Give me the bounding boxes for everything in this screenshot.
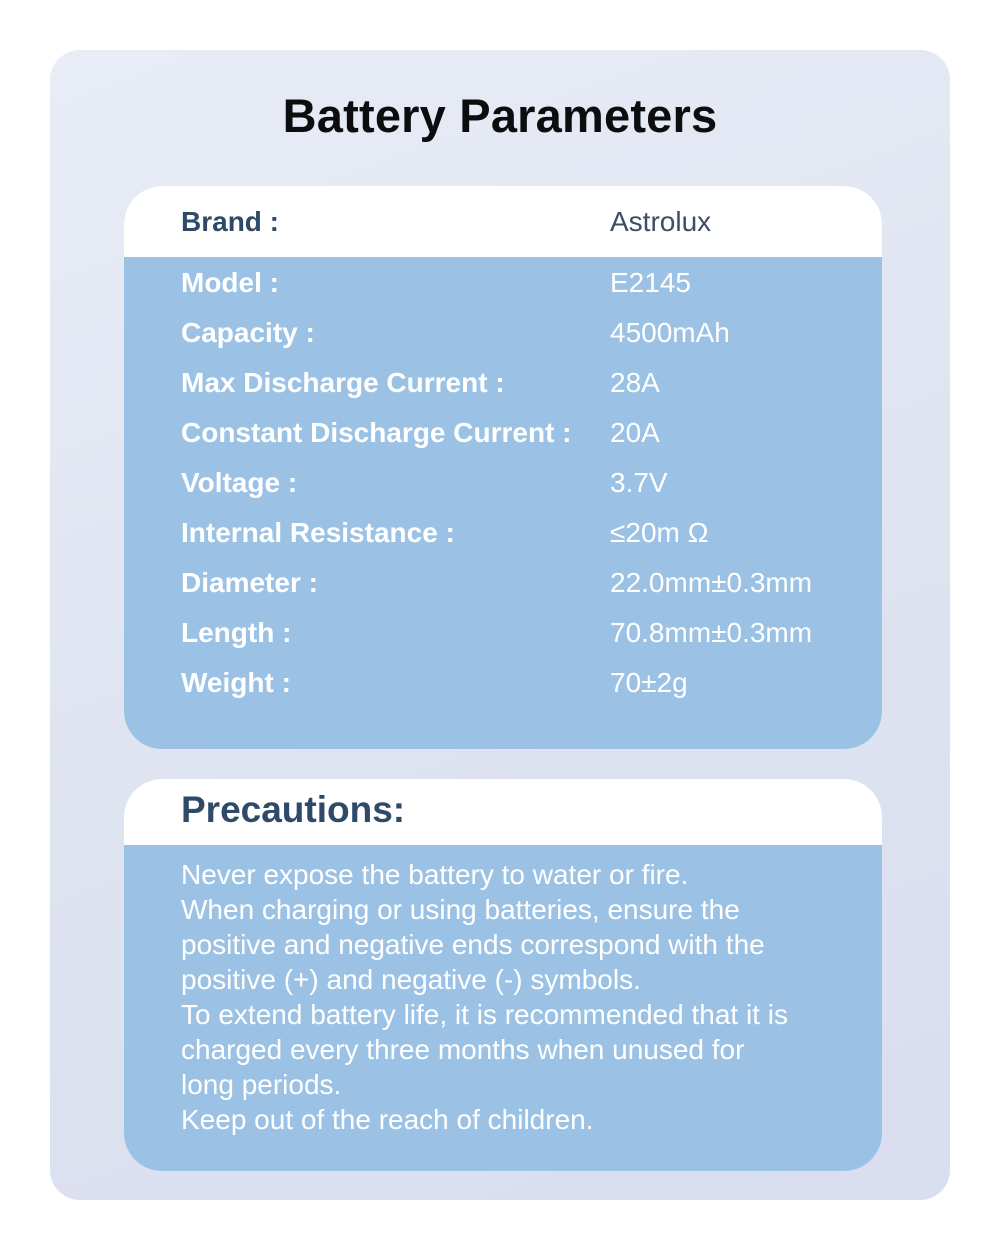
precaution-line: positive and negative ends correspond with the — [181, 929, 765, 960]
parameters-header — [124, 186, 882, 257]
param-value: 28A — [610, 367, 660, 398]
param-row-length — [181, 616, 861, 650]
precaution-line: Never expose the battery to water or fire. — [181, 859, 689, 890]
param-label: Max Discharge Current : — [181, 367, 505, 398]
param-label: Diameter : — [181, 567, 318, 598]
precautions-title: Precautions: — [181, 789, 406, 830]
param-row-model — [181, 266, 861, 300]
param-value: 70±2g — [610, 667, 688, 698]
param-value: 70.8mm±0.3mm — [610, 617, 813, 648]
page-title: Battery Parameters — [282, 89, 718, 142]
param-label: Constant Discharge Current : — [181, 417, 572, 448]
precautions-panel — [124, 779, 882, 1171]
param-value: Astrolux — [610, 206, 712, 237]
param-label: Brand : — [181, 206, 279, 237]
param-row-weight — [181, 666, 861, 700]
param-value: 4500mAh — [610, 317, 730, 348]
param-label: Capacity : — [181, 317, 315, 348]
param-value: E2145 — [610, 267, 691, 298]
param-row-diameter — [181, 566, 861, 600]
precaution-line: Keep out of the reach of children. — [181, 1104, 594, 1135]
param-value: 20A — [610, 417, 660, 448]
param-label: Model : — [181, 267, 279, 298]
precaution-line: long periods. — [181, 1069, 342, 1100]
param-label: Weight : — [181, 667, 291, 698]
param-row-capacity — [181, 316, 861, 350]
param-label: Internal Resistance : — [181, 517, 455, 548]
precaution-line: When charging or using batteries, ensure the — [181, 894, 740, 925]
param-row-constant-discharge — [181, 416, 861, 450]
param-label: Voltage : — [181, 467, 298, 498]
precaution-line: To extend battery life, it is recommended that it is — [181, 999, 788, 1030]
precaution-line: positive (+) and negative (-) symbols. — [181, 964, 641, 995]
param-row-brand — [181, 205, 861, 239]
parameters-panel — [124, 186, 882, 749]
precautions-text — [181, 857, 861, 1137]
param-value: 22.0mm±0.3mm — [610, 567, 813, 598]
param-row-internal-resistance — [181, 516, 861, 550]
precautions-header — [124, 779, 882, 845]
param-value: ≤20m Ω — [610, 517, 709, 548]
precaution-line: charged every three months when unused for — [181, 1034, 745, 1065]
param-value: 3.7V — [610, 467, 668, 498]
param-label: Length : — [181, 617, 292, 648]
param-row-voltage — [181, 466, 861, 500]
param-row-max-discharge — [181, 366, 861, 400]
